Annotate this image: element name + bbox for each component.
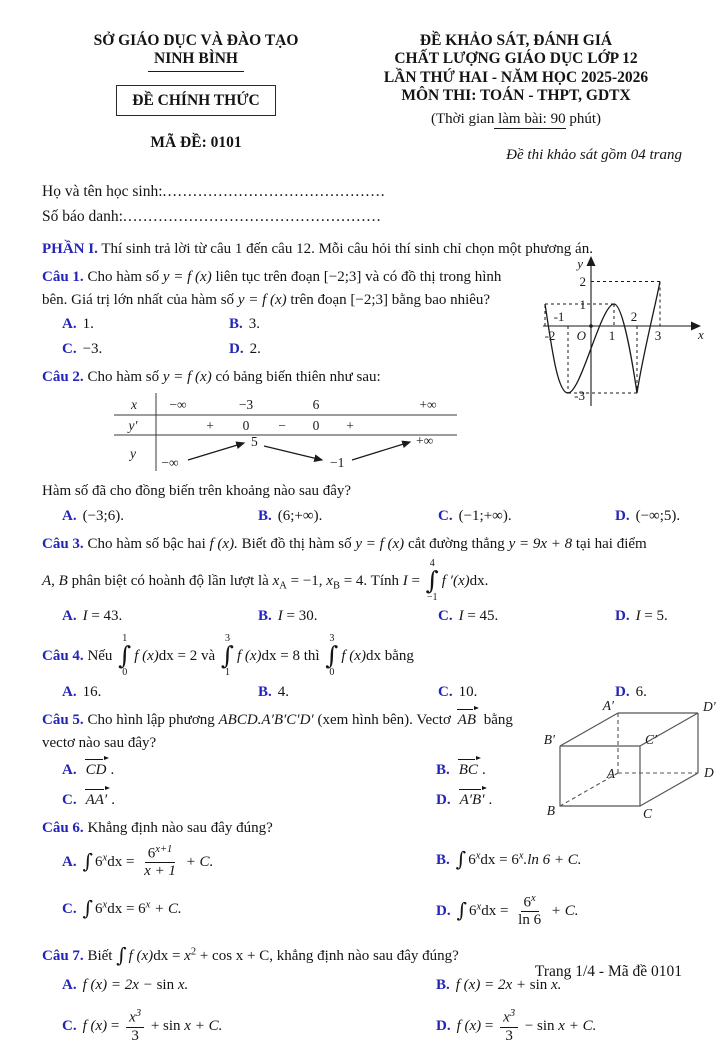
- exam-subject: MÔN THI: TOÁN - THPT, GDTX: [401, 86, 631, 104]
- student-id-label: Số báo danh:: [42, 208, 123, 226]
- student-name-label: Họ và tên học sinh:: [42, 183, 163, 201]
- svg-text:−∞: −∞: [161, 454, 179, 470]
- vector-ab: AB: [457, 712, 476, 729]
- part1-label: PHẦN I.: [42, 240, 98, 257]
- svg-text:5: 5: [251, 433, 258, 449]
- q6-head: Câu 6. Khẳng định nào sau đây đúng?: [42, 820, 273, 837]
- exam-title-3: LẦN THỨ HAI - NĂM HỌC 2025-2026: [383, 68, 649, 86]
- integral-sign: ∫: [82, 895, 94, 920]
- q6-options-row2: [62, 893, 682, 930]
- pages-note: Đề thi khảo sát gồm 04 trang: [506, 146, 682, 163]
- svg-text:0: 0: [312, 417, 320, 433]
- tick-x1: 1: [608, 328, 616, 344]
- header: [42, 32, 682, 166]
- vector-aa-prime: AA′: [85, 791, 108, 808]
- question-5: [42, 699, 716, 822]
- origin-dot: [589, 324, 593, 328]
- integral-sign: 1 ∫ 0: [118, 632, 132, 679]
- integral-sign: ∫: [456, 897, 468, 922]
- q7-options-row2: [62, 1008, 682, 1045]
- vertex-b-prime: B′: [543, 732, 555, 748]
- cube-hidden-edges: [560, 713, 698, 806]
- q2-option-d: D. (−∞;5).: [615, 507, 681, 524]
- q1-label: Câu 1.: [42, 269, 84, 286]
- tick-xm2: -2: [544, 328, 556, 344]
- q3-options: [62, 605, 682, 628]
- student-id-dots: ...................................................: [122, 208, 382, 226]
- vertex-c: C: [643, 806, 653, 822]
- question-4: [42, 634, 682, 703]
- exam-code: MÃ ĐỀ: 0101: [150, 133, 242, 151]
- q6-option-d: D. ∫ $6^xdx$ = $\frac{6^x}{\ln 6}$ + C.: [436, 892, 579, 929]
- tick-xm1: -1: [553, 309, 565, 325]
- q5-options-row1: [62, 759, 532, 782]
- vector-bc: BC: [458, 762, 478, 779]
- student-name-dots: ............................................: [162, 183, 386, 201]
- vertex-d: D: [704, 765, 714, 781]
- tick-x3: 3: [654, 328, 662, 344]
- tick-y2: 2: [579, 274, 586, 290]
- x-axis-label: x: [698, 327, 704, 343]
- y-axis-arrow: [587, 256, 596, 266]
- origin-label: O: [576, 328, 586, 344]
- q6-option-b: B. ∫ $6^xdx = 6^x.\ln$ 6 + C.: [436, 846, 582, 871]
- bbt-arrows: [188, 442, 410, 460]
- svg-text:0: 0: [242, 417, 250, 433]
- fraction: $\frac{6^{x+1}}{x + 1}$: [144, 843, 176, 880]
- question-6: [42, 817, 682, 930]
- fraction: $\frac{6^x}{\ln 6}$: [518, 892, 542, 929]
- question-2: [42, 366, 682, 527]
- bbt-row-yprime: y′: [128, 417, 138, 433]
- y-axis-label: y: [577, 256, 583, 272]
- integral-sign: ∫: [455, 846, 467, 871]
- svg-text:−1: −1: [330, 454, 345, 470]
- duration-post: phút): [565, 111, 601, 128]
- tick-x2: 2: [630, 309, 638, 325]
- integral-sign: 4 ∫ −1: [425, 557, 439, 603]
- q4-option-b: B. 4.: [258, 683, 290, 700]
- vertex-d-prime: D′: [703, 699, 716, 715]
- q7-label: Câu 7.: [42, 947, 84, 964]
- q7-option-c: C. f (x) = $\frac{x^3}{3}$ + sin x + C.: [62, 1008, 223, 1044]
- q1-options-row2: [62, 338, 537, 361]
- q3-option-a: A. I = 43.: [62, 608, 123, 625]
- q2-option-b: B. (6;+∞).: [258, 507, 323, 524]
- vertex-b: B: [546, 803, 555, 819]
- tick-y1: 1: [579, 297, 586, 313]
- exam-duration: [350, 108, 682, 131]
- q1-option-a: A. 1.: [62, 316, 94, 333]
- q1-option-d: D. 2.: [229, 340, 261, 357]
- q6-options-row1: [62, 844, 682, 881]
- variation-table: [112, 393, 682, 479]
- bbt-row-y: y: [130, 445, 136, 461]
- svg-text:6: 6: [312, 396, 320, 412]
- integral-sign: ∫: [82, 848, 94, 873]
- q4-line: Câu 4. Nếu 1 ∫ 0 f (x)dx = 2 và 3 ∫ 1 f (x)dx = 8 thì 3 ∫ 0 f (x)dx bằng: [42, 632, 414, 679]
- part1-instructions: Thí sinh trả lời từ câu 1 đến câu 12. Mỗi câu hỏi thí sinh chỉ chọn một phương án.: [97, 240, 593, 257]
- svg-text:−3: −3: [238, 396, 254, 412]
- question-3: [42, 533, 682, 628]
- q6-option-c: C. ∫ $6^xdx = 6^x + C$.: [62, 895, 182, 920]
- q1-option-c: C. −3.: [62, 340, 103, 357]
- q2-head: Câu 2. Cho hàm số y = f (x) có bảng biến thiên như sau:: [42, 369, 381, 386]
- q1-option-b: B. 3.: [229, 316, 261, 333]
- q5-option-c: C. AA′ .: [62, 791, 115, 808]
- q7-option-d: D. f (x) = $\frac{x^3}{3}$ − sin x + C.: [436, 1008, 597, 1044]
- q5-options-row2: [62, 789, 532, 812]
- svg-text:+: +: [206, 417, 214, 433]
- q5-option-b: B. BC .: [436, 762, 486, 779]
- duration-pre: (Thời gian: [430, 111, 495, 128]
- q4-option-d: D. 6.: [615, 683, 647, 700]
- student-name-line: [42, 180, 682, 203]
- q2-label: Câu 2.: [42, 369, 84, 386]
- duration-underlined: làm bài: 90: [494, 111, 566, 128]
- q5-line1: Câu 5. Cho hình lập phương ABCD.A′B′C′D′ (xem hình bên). Vectơ AB bằng: [42, 712, 513, 729]
- q1-line2: bên. Giá trị lớn nhất của hàm số y = f (x) trên đoạn [−2;3] bằng bao nhiêu?: [42, 291, 491, 308]
- q7-head: Câu 7. Biết ∫ f $(x)dx = x^2 + \cos x + C$, khẳng định nào sau đây đúng?: [42, 942, 459, 967]
- svg-text:+∞: +∞: [419, 396, 437, 412]
- q1-options-row1: [62, 313, 537, 336]
- q3-option-d: D. I = 5.: [615, 608, 668, 625]
- cube-figure: [542, 699, 722, 827]
- q2-option-c: C. (−1;+∞).: [438, 507, 512, 524]
- q4-option-c: C. 10.: [438, 683, 478, 700]
- q5-line2: vectơ nào sau đây?: [42, 734, 157, 751]
- q4-label: Câu 4.: [42, 647, 84, 664]
- issuer-dept: SỞ GIÁO DỤC VÀ ĐÀO TẠO: [93, 32, 299, 49]
- header-right: [350, 32, 682, 166]
- q5-label: Câu 5.: [42, 712, 84, 729]
- vertex-a-prime: A′: [602, 699, 614, 714]
- q2-option-a: A. (−3;6).: [62, 507, 124, 524]
- q2-options: [62, 505, 682, 528]
- q4-option-a: A. 16.: [62, 683, 102, 700]
- page-footer: Trang 1/4 - Mã đề 0101: [534, 963, 682, 980]
- vertex-a: A: [606, 766, 615, 782]
- svg-text:−∞: −∞: [169, 396, 187, 412]
- svg-text:−: −: [278, 417, 286, 433]
- q3-label: Câu 3.: [42, 536, 84, 553]
- header-left: [42, 32, 350, 166]
- integral-sign: 3 ∫ 0: [325, 632, 339, 679]
- svg-text:+∞: +∞: [416, 432, 434, 448]
- vertex-c-prime: C′: [645, 732, 657, 748]
- q7-option-a: A. f (x) = 2x − sin x.: [62, 976, 189, 993]
- exam-title-1: ĐỀ KHẢO SÁT, ĐÁNH GIÁ: [419, 32, 613, 49]
- q6-label: Câu 6.: [42, 820, 84, 837]
- exam-title-2: CHẤT LƯỢNG GIÁO DỤC LỚP 12: [394, 50, 638, 68]
- q3-line1: Câu 3. Cho hàm số bậc hai f (x). Biết đồ thị hàm số y = f (x) cắt đường thẳng y = 9x + 8 tại hai điểm: [42, 536, 647, 553]
- integral-sign: 3 ∫ 1: [220, 632, 234, 679]
- integral-sign: ∫: [116, 942, 127, 967]
- vector-cd: CD: [85, 762, 107, 779]
- official-exam-box: ĐỀ CHÍNH THỨC: [116, 85, 275, 116]
- question-7: [42, 940, 682, 1045]
- q6-option-a: A. ∫ $6^xdx$ = $\frac{6^{x+1}}{x + 1}$ + C.: [62, 843, 214, 880]
- q3-line2: A, B phân biệt có hoành độ lần lượt là $x_A = -1$, $x_B = 4$. Tính I = 4 ∫ −1 f ′(x)dx.: [42, 557, 489, 603]
- q2-question: Hàm số đã cho đồng biến trên khoảng nào sau đây?: [42, 483, 352, 500]
- q1-line1: Câu 1. Cho hàm số y = f (x) liên tục trên đoạn [−2;3] và có đồ thị trong hình: [42, 269, 502, 286]
- student-info: [42, 180, 682, 229]
- q7-option-b: B. f (x) = 2x + sin x.: [436, 976, 562, 993]
- fraction: $\frac{x^3}{3}$: [500, 1008, 518, 1045]
- q5-option-d: D. A′B′ .: [436, 791, 493, 808]
- issuer-province: NINH BÌNH: [148, 50, 244, 71]
- vector-a-prime-b-prime: A′B′: [459, 791, 485, 808]
- tick-ym3: -3: [574, 388, 585, 404]
- fraction: $\frac{x^3}{3}$: [126, 1008, 144, 1045]
- q3-option-b: B. I = 30.: [258, 608, 318, 625]
- q3-option-c: C. I = 45.: [438, 608, 499, 625]
- q5-option-a: A. CD .: [62, 762, 115, 779]
- student-id-line: [42, 205, 682, 228]
- svg-text:+: +: [346, 417, 354, 433]
- bbt-row-x: x: [131, 396, 137, 412]
